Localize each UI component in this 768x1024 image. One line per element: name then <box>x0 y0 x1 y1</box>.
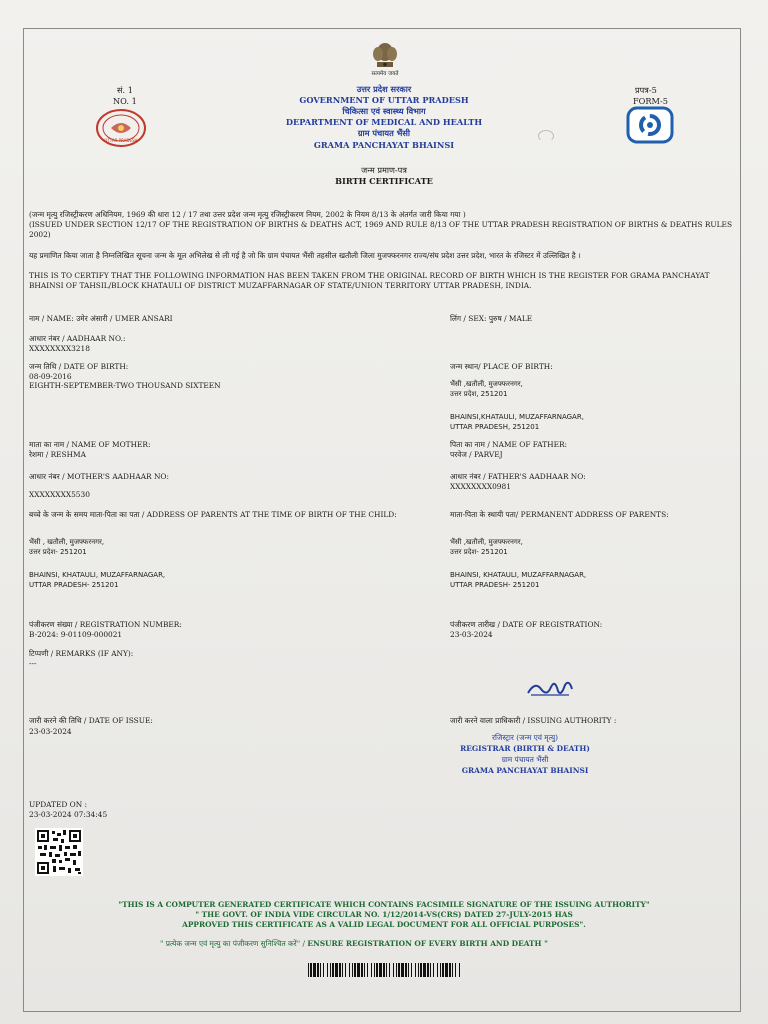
barcode-bar <box>440 963 441 977</box>
state-emblem <box>368 40 402 74</box>
barcode-bar <box>449 963 451 977</box>
name-row <box>29 314 173 324</box>
barcode-bar <box>459 963 460 977</box>
barcode-bar <box>433 963 434 977</box>
barcode-bar <box>452 963 453 977</box>
footer-note-1: "THIS IS A COMPUTER GENERATED CERTIFICATE WHICH CONTAINS FACSIMILE SIGNATURE OF THE ISSUING AUTHORITY" <box>118 900 650 909</box>
barcode-bar <box>423 963 426 977</box>
barcode-bar <box>352 963 353 977</box>
barcode-bar <box>389 963 390 977</box>
qr-code <box>35 828 83 876</box>
seal-text: UTTAR PRADESH <box>104 138 138 143</box>
barcode-bar <box>405 963 407 977</box>
barcode-icon <box>307 963 463 977</box>
barcode-bar <box>323 963 324 977</box>
barcode-bar <box>345 963 346 977</box>
slogan-en: ENSURE REGISTRATION OF EVERY BIRTH AND DEATH " <box>307 939 548 948</box>
father-aadhaar-value: XXXXXXXX0981 <box>450 482 511 491</box>
panchayat-hi: ग्राम पंचायत भैंसी <box>357 128 411 138</box>
dept-en: DEPARTMENT OF MEDICAL AND HEALTH <box>285 117 483 127</box>
dob-label: जन्म तिथि / DATE OF BIRTH: <box>29 362 129 371</box>
mother-value: रेशमा / RESHMA <box>29 450 86 459</box>
barcode-bar <box>357 963 360 977</box>
serial-no-en: NO. 1 <box>113 96 137 106</box>
form-no-hi: प्रपत्र-5 <box>635 85 657 95</box>
up-seal <box>95 108 147 148</box>
barcode-bar <box>327 963 328 977</box>
addr-birth-hi-2: उत्तर प्रदेश- 251201 <box>29 548 87 556</box>
sex-value: पुरुष / MALE <box>488 314 533 323</box>
remarks-value: --- <box>29 659 37 668</box>
barcode-bar <box>442 963 444 977</box>
certify-hi: यह प्रमाणित किया जाता है निम्नलिखित सूचना जन्म के मूल अभिलेख से ली गई है जो कि ग्राम पंचायत भैंसी तहसील खतौली जिला मुजफ्फरनगर राज्य/संघ प्रदेश उत्तर प्रदेश, भारत के रजिस्टर में उल्लिखित है । <box>29 251 581 260</box>
barcode-bar <box>371 963 372 977</box>
updated-label: UPDATED ON : <box>29 800 88 809</box>
barcode-bar <box>349 963 350 977</box>
barcode-bar <box>376 963 378 977</box>
addr-perm-en-1: BHAINSI, KHATAULI, MUZAFFARNAGAR, <box>450 571 587 579</box>
emblem-motto: सत्यमेव जयते <box>371 71 399 77</box>
addr-birth-en-2: UTTAR PRADESH- 251201 <box>29 581 119 589</box>
form-no-en: FORM-5 <box>633 96 668 106</box>
barcode-bar <box>361 963 363 977</box>
aadhaar-value: XXXXXXXX3218 <box>29 344 90 353</box>
addr-perm-label: माता-पिता के स्थायी पता/ PERMANENT ADDRESS OF PARENTS: <box>450 510 669 519</box>
barcode-bar <box>317 963 319 977</box>
signature-icon <box>525 675 575 703</box>
addr-perm-en-2: UTTAR PRADESH- 251201 <box>450 581 540 589</box>
barcode-bar <box>330 963 331 977</box>
page-title: BIRTH CERTIFICATE <box>335 176 433 186</box>
authority-hi: रजिस्ट्रार (जन्म एवं मृत्यु) <box>491 733 559 742</box>
authority-panchayat-en: GRAMA PANCHAYAT BHAINSI <box>461 766 589 775</box>
dept-hi: चिकित्सा एवं स्वास्थ्य विभाग <box>342 106 426 116</box>
barcode-bar <box>437 963 438 977</box>
crs-logo <box>626 106 674 144</box>
barcode-bar <box>320 963 321 977</box>
barcode-bar <box>367 963 368 977</box>
father-value: परवेज / PARVEJ <box>450 450 503 459</box>
barcode-bar <box>401 963 404 977</box>
barcode-bar <box>354 963 356 977</box>
sex-row <box>450 314 532 324</box>
barcode-bar <box>313 963 316 977</box>
issued-under-hi: (जन्म मृत्यु रजिस्ट्रीकरण अधिनियम, 1969 की धारा 12 / 17 तथा उत्तर प्रदेश जन्म मृत्यु रजिस्ट्रीकरण नियम, 2002 के नियम 8/13 के अंतर्गत जारी किया गया ) <box>29 210 466 219</box>
pob-label: जन्म स्थान/ PLACE OF BIRTH: <box>450 362 553 371</box>
footer-note-3: APPROVED THIS CERTIFICATE AS A VALID LEGAL DOCUMENT FOR ALL OFFICIAL PURPOSES". <box>182 920 586 929</box>
sex-label: लिंग / SEX: <box>450 314 487 323</box>
barcode-bar <box>445 963 448 977</box>
addr-birth-en-1: BHAINSI, KHATAULI, MUZAFFARNAGAR, <box>29 571 166 579</box>
barcode <box>307 962 463 976</box>
barcode-bar <box>418 963 419 977</box>
footer-slogan <box>160 939 548 949</box>
certify-en: THIS IS TO CERTIFY THAT THE FOLLOWING INFORMATION HAS BEEN TAKEN FROM THE ORIGINAL RECORD OF BIRTH WHICH IS THE REGISTER FOR GRAMA PANCHAYAT BHAINSI OF TAHSIL/BLOCK KHATAULI OF DISTRICT MUZAFFARNAGAR OF STATE/UNION TERRITORY UTTAR PRADESH, INDIA. <box>29 271 710 290</box>
barcode-bar <box>396 963 397 977</box>
panchayat-en: GRAMA PANCHAYAT BHAINSI <box>313 140 455 150</box>
issue-date-value: 23-03-2024 <box>29 727 72 736</box>
slogan-hi: " प्रत्येक जन्म एवं मृत्यु का पंजीकरण सुनिश्चित करें" / <box>160 939 305 948</box>
barcode-bar <box>335 963 338 977</box>
authority-en: REGISTRAR (BIRTH & DEATH) <box>460 744 590 753</box>
serial-no-hi: सं. 1 <box>117 85 133 95</box>
facsimile-signature <box>525 675 575 703</box>
barcode-bar <box>342 963 343 977</box>
barcode-bar <box>393 963 394 977</box>
mother-aadhaar-label: आधार नंबर / MOTHER'S AADHAAR NO: <box>29 472 169 481</box>
father-label: पिता का नाम / NAME OF FATHER: <box>450 440 568 449</box>
updated-value: 23-03-2024 07:34:45 <box>29 810 108 819</box>
aadhaar-label: आधार नंबर / AADHAAR NO.: <box>29 334 126 343</box>
reg-no-value: B-2024: 9-01109-000021 <box>29 630 123 639</box>
barcode-bar <box>420 963 422 977</box>
paper-mark <box>538 130 554 142</box>
barcode-bar <box>374 963 375 977</box>
crs-logo-icon <box>626 106 674 144</box>
addr-birth-hi-1: भैंसी , खतौली, मुजफ्फरनगर, <box>29 538 105 546</box>
reg-no-label: पंजीकरण संख्या / REGISTRATION NUMBER: <box>29 620 182 629</box>
barcode-bar <box>379 963 382 977</box>
issue-date-label: जारी करने की तिथि / DATE OF ISSUE: <box>29 716 153 725</box>
father-aadhaar-label: आधार नंबर / FATHER'S AADHAAR NO: <box>450 472 586 481</box>
addr-birth-label: बच्चे के जन्म के समय माता-पिता का पता / ADDRESS OF PARENTS AT THE TIME OF BIRTH OF THE CHILD: <box>29 510 397 519</box>
pob-hi-2: उत्तर प्रदेश, 251201 <box>450 390 508 398</box>
gov-en: GOVERNMENT OF UTTAR PRADESH <box>299 95 469 105</box>
barcode-bar <box>398 963 400 977</box>
barcode-bar <box>386 963 387 977</box>
barcode-bar <box>308 963 309 977</box>
addr-perm-hi-2: उत्तर प्रदेश- 251201 <box>450 548 508 556</box>
pob-en-2: UTTAR PRADESH, 251201 <box>450 423 540 431</box>
barcode-bar <box>415 963 416 977</box>
addr-perm-hi-1: भैंसी ,खतौली, मुजफ्फरनगर, <box>450 538 523 546</box>
mother-label: माता का नाम / NAME OF MOTHER: <box>29 440 151 449</box>
gov-hi: उत्तर प्रदेश सरकार <box>356 84 412 94</box>
dob-value: 08-09-2016 <box>29 372 72 381</box>
pob-en-1: BHAINSI,KHATAULI, MUZAFFARNAGAR, <box>450 413 584 421</box>
issued-under-en: (ISSUED UNDER SECTION 12/17 OF THE REGISTRATION OF BIRTHS & DEATHS ACT, 1969 AND RULE 8/13 OF THE UTTAR PRADESH REGISTRATION OF BIRTHS & DEATHS RULES 2002) <box>29 220 733 239</box>
authority-panchayat-hi: ग्राम पंचायत भैंसी <box>501 755 549 764</box>
barcode-bar <box>427 963 429 977</box>
barcode-bar <box>408 963 409 977</box>
barcode-bar <box>364 963 365 977</box>
lion-capital-icon <box>368 40 402 70</box>
barcode-bar <box>411 963 412 977</box>
dob-words: EIGHTH-SEPTEMBER-TWO THOUSAND SIXTEEN <box>29 381 221 390</box>
name-label: नाम / NAME: <box>29 314 74 323</box>
barcode-bar <box>332 963 334 977</box>
barcode-bar <box>430 963 431 977</box>
title-hi: जन्म प्रमाण-पत्र <box>361 165 407 175</box>
pob-hi-1: भैंसी ,खतौली, मुजफ्फरनगर, <box>450 380 523 388</box>
remarks-label: टिप्पणी / REMARKS (IF ANY): <box>29 649 134 658</box>
reg-date-label: पंजीकरण तारीख / DATE OF REGISTRATION: <box>450 620 603 629</box>
name-value: उमेर अंसारी / UMER ANSARI <box>76 314 173 323</box>
footer-note-2: " THE GOVT. OF INDIA VIDE CIRCULAR NO. 1/12/2014-VS(CRS) DATED 27-JULY-2015 HAS <box>195 910 573 919</box>
barcode-bar <box>310 963 312 977</box>
reg-date-value: 23-03-2024 <box>450 630 493 639</box>
mother-aadhaar-value: XXXXXXXX5530 <box>29 490 90 499</box>
barcode-bar <box>455 963 456 977</box>
barcode-bar <box>339 963 341 977</box>
barcode-bar <box>383 963 385 977</box>
authority-label: जारी करने वाला प्राधिकारी / ISSUING AUTHORITY : <box>450 716 617 725</box>
qr-code-icon <box>35 828 83 876</box>
